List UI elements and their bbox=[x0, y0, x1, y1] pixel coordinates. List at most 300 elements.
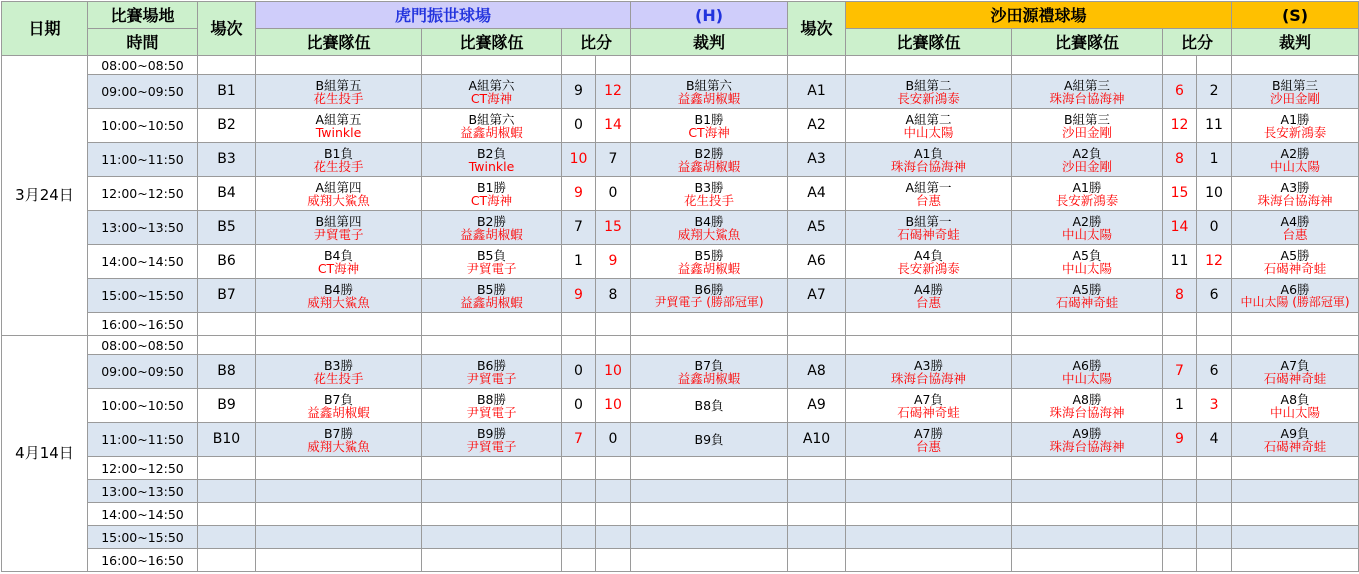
team-name: 沙田金剛 bbox=[1062, 124, 1113, 140]
team2-cell bbox=[422, 143, 562, 177]
team-group: A8勝 bbox=[1072, 391, 1102, 407]
referee-cell bbox=[631, 56, 788, 75]
score2 bbox=[1197, 56, 1232, 75]
referee-team: 中山太陽 bbox=[1270, 404, 1321, 420]
team-group: B9勝 bbox=[476, 425, 507, 441]
date-header: 日期 bbox=[2, 2, 88, 56]
referee-group: B4勝 bbox=[694, 213, 724, 229]
team-name: CT海神 bbox=[470, 192, 513, 208]
referee-group: B7負 bbox=[694, 357, 724, 373]
team-group: A5勝 bbox=[1072, 281, 1102, 297]
score-header-h: 比分 bbox=[562, 29, 631, 56]
team1-cell bbox=[846, 313, 1012, 336]
referee-cell bbox=[1232, 56, 1359, 75]
match-no bbox=[788, 549, 846, 572]
score2: 12 bbox=[596, 75, 631, 109]
team-name: 石碣神奇蛙 bbox=[897, 404, 960, 420]
team-name: 益鑫胡椒蝦 bbox=[460, 294, 523, 310]
team-group: B6勝 bbox=[476, 357, 507, 373]
score2 bbox=[596, 56, 631, 75]
team-name: 威翔大鯊魚 bbox=[307, 438, 370, 454]
score2 bbox=[1197, 480, 1232, 503]
referee-team: 石碣神奇蛙 bbox=[1263, 438, 1327, 454]
match-no bbox=[198, 526, 256, 549]
venue-h-code: (H) bbox=[631, 2, 788, 29]
match-no bbox=[788, 336, 846, 355]
score1 bbox=[562, 313, 596, 336]
team1-cell bbox=[846, 56, 1012, 75]
score1: 9 bbox=[562, 279, 596, 313]
team-name: 益鑫胡椒蝦 bbox=[307, 404, 370, 420]
team1-cell bbox=[846, 389, 1012, 423]
referee-cell bbox=[631, 75, 788, 109]
score2: 11 bbox=[1197, 109, 1232, 143]
referee-cell bbox=[631, 480, 788, 503]
referee-group: B8負 bbox=[694, 398, 724, 413]
referee-team: 益鑫胡椒蝦 bbox=[677, 260, 741, 276]
team2-cell bbox=[422, 389, 562, 423]
match-no: A4 bbox=[788, 177, 846, 211]
score2 bbox=[1197, 457, 1232, 480]
venue-s-code: (S) bbox=[1232, 2, 1359, 29]
referee-cell bbox=[1232, 503, 1359, 526]
score1: 8 bbox=[1163, 279, 1197, 313]
score2: 6 bbox=[1197, 279, 1232, 313]
team2-cell bbox=[1012, 245, 1163, 279]
score2: 9 bbox=[596, 245, 631, 279]
score2 bbox=[1197, 526, 1232, 549]
team-name: 尹貿電子 bbox=[466, 404, 517, 420]
team-name: 益鑫胡椒蝦 bbox=[460, 124, 523, 140]
match-no: B7 bbox=[198, 279, 256, 313]
score2: 10 bbox=[1197, 177, 1232, 211]
team-name: 尹貿電子 bbox=[313, 226, 364, 242]
time-cell: 14:00~14:50 bbox=[88, 245, 198, 279]
team1-cell bbox=[256, 355, 422, 389]
score1: 8 bbox=[1163, 143, 1197, 177]
team-group: A4負 bbox=[914, 247, 944, 263]
match-no: A8 bbox=[788, 355, 846, 389]
team2-cell bbox=[1012, 457, 1163, 480]
team1-cell bbox=[256, 480, 422, 503]
venue-h-header: 虎門振世球場 bbox=[256, 2, 631, 29]
referee-cell bbox=[1232, 245, 1359, 279]
team-name: 沙田金剛 bbox=[1062, 158, 1113, 174]
score1 bbox=[562, 526, 596, 549]
table-row bbox=[2, 423, 1359, 457]
team2-cell bbox=[422, 336, 562, 355]
team1-cell bbox=[256, 389, 422, 423]
team1-cell bbox=[256, 143, 422, 177]
team1-cell bbox=[256, 423, 422, 457]
team-name: 益鑫胡椒蝦 bbox=[460, 226, 523, 242]
team-group: B3勝 bbox=[323, 357, 354, 373]
score2: 14 bbox=[596, 109, 631, 143]
table-row bbox=[2, 245, 1359, 279]
team-group: B2勝 bbox=[476, 213, 507, 229]
team2-cell bbox=[1012, 109, 1163, 143]
table-row bbox=[2, 549, 1359, 572]
table-row bbox=[2, 457, 1359, 480]
referee-team: 長安新鴻泰 bbox=[1263, 124, 1327, 140]
team-group: B組第五 bbox=[315, 77, 362, 93]
referee-cell bbox=[631, 211, 788, 245]
score1: 10 bbox=[562, 143, 596, 177]
team1-cell bbox=[846, 143, 1012, 177]
team-name: 威翔大鯊魚 bbox=[307, 294, 370, 310]
referee-group: A9負 bbox=[1280, 425, 1310, 441]
score1: 11 bbox=[1163, 245, 1197, 279]
team1-cell bbox=[256, 56, 422, 75]
team2-cell bbox=[422, 56, 562, 75]
match-no: B5 bbox=[198, 211, 256, 245]
referee-group: A7負 bbox=[1280, 357, 1310, 373]
match-no-header-s: 場次 bbox=[788, 2, 846, 56]
score1 bbox=[562, 336, 596, 355]
schedule-table bbox=[1, 1, 1359, 572]
team1-cell bbox=[256, 526, 422, 549]
team-name: 台惠 bbox=[916, 438, 942, 454]
score2 bbox=[1197, 503, 1232, 526]
team2-cell bbox=[1012, 279, 1163, 313]
team1-cell bbox=[256, 279, 422, 313]
time-cell: 09:00~09:50 bbox=[88, 355, 198, 389]
team-name: 中山太陽 bbox=[1062, 226, 1113, 242]
team2-cell bbox=[422, 279, 562, 313]
referee-cell bbox=[1232, 279, 1359, 313]
referee-team: 威翔大鯊魚 bbox=[677, 226, 741, 242]
score1 bbox=[1163, 457, 1197, 480]
referee-team: 中山太陽 (勝部冠軍) bbox=[1240, 294, 1350, 309]
team-name: 台惠 bbox=[916, 294, 942, 310]
score2: 4 bbox=[1197, 423, 1232, 457]
table-row bbox=[2, 389, 1359, 423]
time-cell: 08:00~08:50 bbox=[88, 56, 198, 75]
referee-group: B1勝 bbox=[694, 111, 724, 127]
team-group: A7負 bbox=[914, 391, 944, 407]
table-row bbox=[2, 56, 1359, 75]
team2-cell bbox=[422, 423, 562, 457]
match-no: B3 bbox=[198, 143, 256, 177]
referee-cell bbox=[631, 549, 788, 572]
team-group: A5負 bbox=[1072, 247, 1102, 263]
referee-cell bbox=[1232, 336, 1359, 355]
team-name: 長安新鴻泰 bbox=[897, 90, 960, 106]
team1-cell bbox=[846, 423, 1012, 457]
referee-cell bbox=[631, 389, 788, 423]
score1 bbox=[1163, 503, 1197, 526]
score1 bbox=[562, 549, 596, 572]
match-no bbox=[198, 56, 256, 75]
referee-group: B5勝 bbox=[694, 247, 724, 263]
referee-group: B組第六 bbox=[685, 77, 733, 93]
score2: 10 bbox=[596, 389, 631, 423]
team-group: A6勝 bbox=[1072, 357, 1102, 373]
team-name: 尹貿電子 bbox=[466, 260, 517, 276]
team2-cell bbox=[1012, 549, 1163, 572]
team1-cell bbox=[256, 211, 422, 245]
team2-cell bbox=[1012, 480, 1163, 503]
team1-cell bbox=[846, 177, 1012, 211]
match-no: B1 bbox=[198, 75, 256, 109]
match-no: B6 bbox=[198, 245, 256, 279]
score1: 7 bbox=[562, 211, 596, 245]
team-group: A組第五 bbox=[315, 111, 362, 127]
score1: 12 bbox=[1163, 109, 1197, 143]
score2 bbox=[1197, 313, 1232, 336]
team1-cell bbox=[846, 503, 1012, 526]
team-name: 珠海台協海神 bbox=[1049, 404, 1125, 420]
table-row bbox=[2, 355, 1359, 389]
table-row bbox=[2, 143, 1359, 177]
match-no: A6 bbox=[788, 245, 846, 279]
score2 bbox=[596, 457, 631, 480]
team-group: B4勝 bbox=[323, 281, 354, 297]
score2 bbox=[596, 336, 631, 355]
referee-group: B9負 bbox=[694, 432, 724, 447]
team-name: 台惠 bbox=[916, 192, 942, 208]
referee-cell bbox=[1232, 313, 1359, 336]
team1-cell bbox=[256, 109, 422, 143]
team-name: 中山太陽 bbox=[1062, 370, 1113, 386]
referee-group: A1勝 bbox=[1280, 111, 1310, 127]
team-group: A1負 bbox=[914, 145, 944, 161]
match-no bbox=[788, 457, 846, 480]
team-group: A9勝 bbox=[1072, 425, 1102, 441]
team-name: 花生投手 bbox=[313, 90, 364, 106]
score1: 0 bbox=[562, 355, 596, 389]
score1 bbox=[1163, 549, 1197, 572]
score1: 0 bbox=[562, 109, 596, 143]
team1-cell bbox=[256, 75, 422, 109]
team-group: A2勝 bbox=[1072, 213, 1102, 229]
team-group: A組第二 bbox=[905, 111, 952, 127]
match-no: A9 bbox=[788, 389, 846, 423]
score-header-s: 比分 bbox=[1163, 29, 1232, 56]
score2: 12 bbox=[1197, 245, 1232, 279]
referee-team: 益鑫胡椒蝦 bbox=[677, 158, 741, 174]
time-cell: 10:00~10:50 bbox=[88, 389, 198, 423]
team2-cell bbox=[1012, 423, 1163, 457]
table-row bbox=[2, 313, 1359, 336]
match-no: A10 bbox=[788, 423, 846, 457]
score2: 6 bbox=[1197, 355, 1232, 389]
team1-cell bbox=[846, 457, 1012, 480]
referee-cell bbox=[1232, 355, 1359, 389]
table-row bbox=[2, 177, 1359, 211]
score1 bbox=[1163, 336, 1197, 355]
score2 bbox=[596, 549, 631, 572]
score2 bbox=[596, 480, 631, 503]
match-no: B2 bbox=[198, 109, 256, 143]
team-name: 中山太陽 bbox=[903, 124, 954, 140]
team2-cell bbox=[1012, 526, 1163, 549]
team-group: B組第四 bbox=[315, 213, 362, 229]
referee-cell bbox=[631, 313, 788, 336]
referee-cell bbox=[1232, 75, 1359, 109]
referee-cell bbox=[1232, 211, 1359, 245]
referee-group: B組第三 bbox=[1271, 77, 1319, 93]
time-cell: 11:00~11:50 bbox=[88, 423, 198, 457]
referee-team: 益鑫胡椒蝦 bbox=[677, 90, 741, 106]
score2: 0 bbox=[596, 177, 631, 211]
match-no: A7 bbox=[788, 279, 846, 313]
time-cell: 14:00~14:50 bbox=[88, 503, 198, 526]
team2-cell bbox=[422, 211, 562, 245]
match-no bbox=[198, 549, 256, 572]
team-name: 尹貿電子 bbox=[466, 438, 517, 454]
time-cell: 12:00~12:50 bbox=[88, 177, 198, 211]
team2-cell bbox=[1012, 143, 1163, 177]
team-group: B4負 bbox=[323, 247, 354, 263]
score2: 15 bbox=[596, 211, 631, 245]
referee-group: B6勝 bbox=[694, 281, 724, 297]
referee-group: A5勝 bbox=[1280, 247, 1310, 263]
time-header: 時間 bbox=[88, 29, 198, 56]
score2: 2 bbox=[1197, 75, 1232, 109]
team1-cell bbox=[256, 313, 422, 336]
team1-cell bbox=[846, 355, 1012, 389]
match-no bbox=[198, 480, 256, 503]
score1 bbox=[1163, 480, 1197, 503]
team-name: 尹貿電子 bbox=[466, 370, 517, 386]
table-row bbox=[2, 526, 1359, 549]
score2 bbox=[596, 503, 631, 526]
team-name: CT海神 bbox=[470, 90, 513, 106]
team-name: Twinkle bbox=[315, 124, 362, 140]
referee-cell bbox=[631, 423, 788, 457]
score2 bbox=[596, 526, 631, 549]
venue-label-header: 比賽場地 bbox=[88, 2, 198, 29]
team2-cell bbox=[1012, 355, 1163, 389]
match-no-header-h: 場次 bbox=[198, 2, 256, 56]
time-cell: 12:00~12:50 bbox=[88, 457, 198, 480]
match-no: B10 bbox=[198, 423, 256, 457]
referee-cell bbox=[631, 503, 788, 526]
match-no bbox=[198, 503, 256, 526]
team-name: CT海神 bbox=[317, 260, 360, 276]
team1-header-s: 比賽隊伍 bbox=[846, 29, 1012, 56]
time-cell: 08:00~08:50 bbox=[88, 336, 198, 355]
team-name: 珠海台協海神 bbox=[891, 158, 967, 174]
referee-group: B3勝 bbox=[694, 179, 724, 195]
score1 bbox=[562, 480, 596, 503]
team-group: A2負 bbox=[1072, 145, 1102, 161]
team-name: 長安新鴻泰 bbox=[897, 260, 960, 276]
time-cell: 15:00~15:50 bbox=[88, 526, 198, 549]
team1-cell bbox=[846, 109, 1012, 143]
team-name: 花生投手 bbox=[313, 158, 364, 174]
referee-header-s: 裁判 bbox=[1232, 29, 1359, 56]
match-no: A5 bbox=[788, 211, 846, 245]
score2: 0 bbox=[1197, 211, 1232, 245]
referee-cell bbox=[1232, 389, 1359, 423]
team-name: 花生投手 bbox=[313, 370, 364, 386]
score1 bbox=[562, 457, 596, 480]
team1-cell bbox=[846, 211, 1012, 245]
score1: 15 bbox=[1163, 177, 1197, 211]
match-no bbox=[788, 480, 846, 503]
referee-team: 中山太陽 bbox=[1270, 158, 1321, 174]
team-name: Twinkle bbox=[468, 158, 515, 174]
team1-cell bbox=[256, 457, 422, 480]
table-row bbox=[2, 336, 1359, 355]
match-no bbox=[198, 313, 256, 336]
team-group: B1勝 bbox=[476, 179, 507, 195]
score1: 9 bbox=[1163, 423, 1197, 457]
score2: 7 bbox=[596, 143, 631, 177]
team-name: 珠海台協海神 bbox=[1049, 438, 1125, 454]
referee-cell bbox=[631, 143, 788, 177]
match-no: A1 bbox=[788, 75, 846, 109]
referee-cell bbox=[631, 526, 788, 549]
team-group: B組第一 bbox=[905, 213, 952, 229]
referee-cell bbox=[631, 457, 788, 480]
team-group: B1負 bbox=[323, 145, 354, 161]
referee-cell bbox=[1232, 177, 1359, 211]
referee-cell bbox=[1232, 526, 1359, 549]
referee-cell bbox=[1232, 143, 1359, 177]
team1-cell bbox=[846, 480, 1012, 503]
referee-cell bbox=[631, 279, 788, 313]
team-name: 中山太陽 bbox=[1062, 260, 1113, 276]
match-no: B4 bbox=[198, 177, 256, 211]
referee-header-h: 裁判 bbox=[631, 29, 788, 56]
time-cell: 16:00~16:50 bbox=[88, 313, 198, 336]
team-group: B5勝 bbox=[476, 281, 507, 297]
time-cell: 10:00~10:50 bbox=[88, 109, 198, 143]
referee-cell bbox=[1232, 109, 1359, 143]
team-name: 石碣神奇蛙 bbox=[1055, 294, 1119, 310]
team2-cell bbox=[422, 457, 562, 480]
referee-team: 尹貿電子 (勝部冠軍) bbox=[654, 294, 764, 309]
team-group: A4勝 bbox=[914, 281, 944, 297]
match-no bbox=[198, 336, 256, 355]
score2: 3 bbox=[1197, 389, 1232, 423]
team1-header-h: 比賽隊伍 bbox=[256, 29, 422, 56]
time-cell: 13:00~13:50 bbox=[88, 480, 198, 503]
score2 bbox=[596, 313, 631, 336]
match-no: B9 bbox=[198, 389, 256, 423]
match-no: B8 bbox=[198, 355, 256, 389]
referee-team: 沙田金剛 bbox=[1270, 90, 1321, 106]
score2: 1 bbox=[1197, 143, 1232, 177]
team2-cell bbox=[422, 75, 562, 109]
time-cell: 09:00~09:50 bbox=[88, 75, 198, 109]
score1 bbox=[1163, 56, 1197, 75]
table-row bbox=[2, 211, 1359, 245]
referee-group: A3勝 bbox=[1280, 179, 1310, 195]
time-cell: 15:00~15:50 bbox=[88, 279, 198, 313]
team2-cell bbox=[422, 109, 562, 143]
score2 bbox=[1197, 549, 1232, 572]
match-no bbox=[788, 526, 846, 549]
match-no bbox=[788, 313, 846, 336]
table-row bbox=[2, 279, 1359, 313]
team-group: A組第四 bbox=[315, 179, 362, 195]
team2-cell bbox=[422, 503, 562, 526]
team1-cell bbox=[256, 336, 422, 355]
referee-cell bbox=[631, 355, 788, 389]
referee-team: 珠海台協海神 bbox=[1257, 192, 1333, 208]
team-group: B組第二 bbox=[905, 77, 952, 93]
team1-cell bbox=[846, 279, 1012, 313]
team1-cell bbox=[846, 245, 1012, 279]
team-group: A3勝 bbox=[914, 357, 944, 373]
team-name: 威翔大鯊魚 bbox=[307, 192, 370, 208]
team2-cell bbox=[422, 177, 562, 211]
referee-cell bbox=[1232, 457, 1359, 480]
